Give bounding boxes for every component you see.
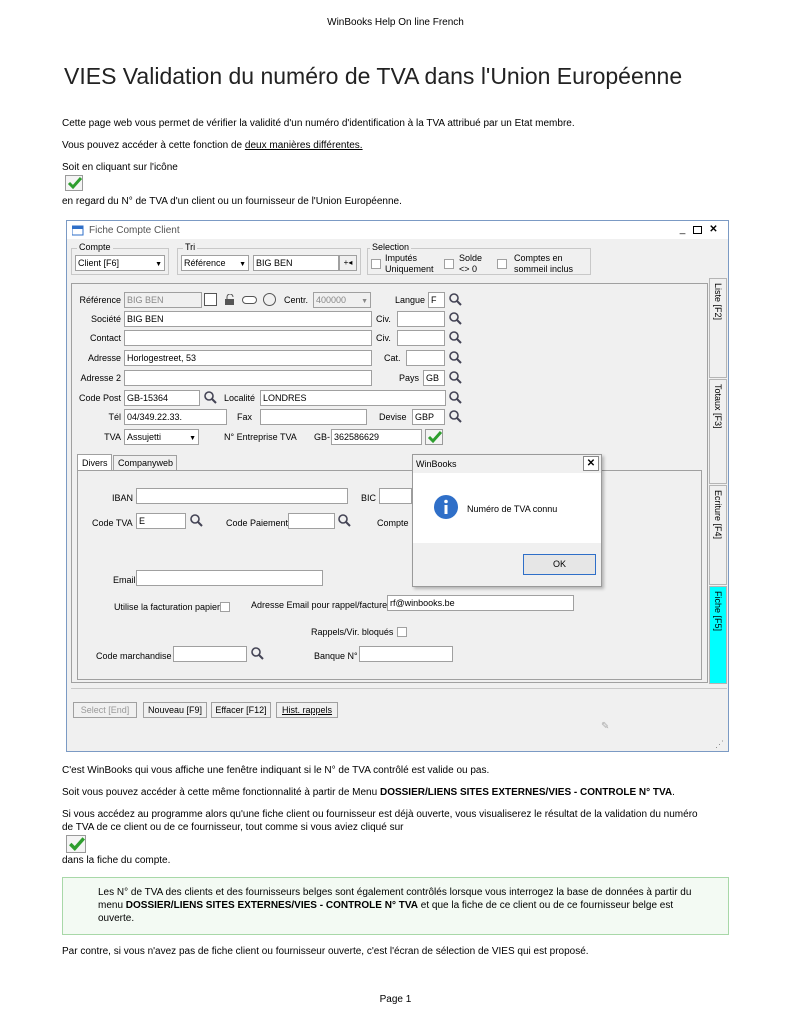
paragraph-7-line-1: Si vous accédez au programme alors qu'une fiche client ou fournisseur est déjà ouverte, vous visualiserez le résultat de la validation du numéro — [62, 809, 698, 820]
search-icon[interactable] — [448, 390, 462, 404]
compte-select[interactable]: Client [F6] ▼ — [75, 255, 165, 271]
bic-input[interactable] — [379, 488, 412, 504]
page-footer: Page 1 — [379, 994, 412, 1005]
intro-paragraph-4: en regard du N° de TVA d'un client ou un fournisseur de l'Union Européenne. — [62, 196, 402, 207]
civ-input[interactable] — [397, 311, 445, 327]
code-post-label: Code Post — [78, 393, 121, 403]
code-marchandise-label: Code marchandise — [96, 651, 172, 661]
close-icon[interactable]: ✕ — [709, 224, 718, 235]
cat-input[interactable] — [406, 350, 445, 366]
adresse-email-label: Adresse Email pour rappel/facture — [251, 600, 388, 610]
search-icon[interactable] — [448, 350, 462, 364]
maximize-icon[interactable] — [691, 224, 704, 237]
rappels-label: Rappels/Vir. bloqués — [311, 627, 394, 637]
adresse-email-input[interactable]: rf@winbooks.be — [387, 595, 574, 611]
adresse-label: Adresse — [87, 353, 121, 363]
info-icon — [433, 494, 459, 520]
fax-label: Fax — [237, 412, 253, 422]
button-bar-divider — [71, 688, 727, 689]
adresse-input[interactable]: Horlogestreet, 53 — [124, 350, 372, 366]
chevron-down-icon: ▼ — [189, 435, 196, 442]
uniquement-label: Uniquement — [385, 264, 434, 274]
email-input[interactable] — [136, 570, 323, 586]
banque-input[interactable] — [359, 646, 453, 662]
window-title: Fiche Compte Client — [89, 225, 180, 236]
search-icon[interactable] — [448, 370, 462, 384]
search-icon[interactable] — [448, 330, 462, 344]
minimize-icon[interactable]: _ — [679, 224, 686, 235]
tel-label: Tél — [108, 412, 121, 422]
note-line-1: Les N° de TVA des clients et des fournisseurs belges sont également contrôlés lorsque vous interrogez la base de données à partir du — [98, 887, 692, 898]
solde-label: Solde — [459, 253, 483, 263]
vat-number-input[interactable]: 362586629 — [331, 429, 422, 445]
facturation-papier-label: Utilise la facturation papier — [114, 602, 221, 612]
localite-label: Localité — [224, 393, 256, 403]
search-icon[interactable] — [448, 292, 462, 306]
code-tva-label: Code TVA — [92, 518, 133, 528]
intro-paragraph-3: Soit en cliquant sur l'icône — [62, 162, 178, 173]
selection-group-label: Selection — [372, 242, 410, 252]
tab-liste[interactable]: Liste [F2] — [709, 278, 727, 378]
tab-companyweb[interactable]: Companyweb — [113, 455, 177, 470]
dialog-message: Numéro de TVA connu — [467, 504, 558, 514]
hist-rappels-button[interactable]: Hist. rappels — [276, 702, 338, 718]
tri-group-label: Tri — [185, 242, 196, 252]
langue-input[interactable]: F — [428, 292, 445, 308]
langue-label: Langue — [395, 295, 426, 305]
window-titlebar — [67, 221, 728, 239]
solde-nonzero-label: <> 0 — [459, 264, 478, 274]
contact-civ-input[interactable] — [397, 330, 445, 346]
bic-label: BIC — [361, 493, 377, 503]
tab-divers[interactable]: Divers — [77, 454, 112, 471]
deux-manieres-link[interactable]: deux manières différentes. — [244, 140, 363, 151]
imputes-label: Imputés — [385, 253, 418, 263]
solde-checkbox[interactable] — [444, 259, 454, 269]
code-marchandise-input[interactable] — [173, 646, 247, 662]
devise-input[interactable]: GBP — [412, 409, 445, 425]
chevron-down-icon: ▼ — [361, 298, 368, 305]
compte-group-label: Compte — [79, 242, 111, 252]
facturation-papier-checkbox[interactable] — [220, 602, 230, 612]
edit-icon[interactable] — [204, 293, 217, 306]
tel-input[interactable]: 04/349.22.33. — [124, 409, 227, 425]
contact-label: Contact — [89, 333, 121, 343]
societe-label: Société — [90, 314, 121, 324]
pays-input[interactable]: GB — [423, 370, 445, 386]
code-post-input[interactable]: GB-15364 — [124, 390, 200, 406]
centr-label: Centr. — [284, 295, 309, 305]
rappels-checkbox[interactable] — [397, 627, 407, 637]
paragraph-9: Par contre, si vous n'avez pas de fiche client ou fournisseur ouverte, c'est l'écran de sélection de VIES qui est proposé. — [62, 946, 589, 957]
reference-label: Référence — [79, 295, 121, 305]
tri-select[interactable]: Référence ▼ — [181, 255, 249, 271]
search-icon[interactable] — [203, 390, 217, 404]
intro-paragraph-2: Vous pouvez accéder à cette fonction de deux manières différentes. — [62, 140, 363, 151]
n-entreprise-label: N° Entreprise TVA — [224, 432, 297, 442]
window-app-icon — [72, 225, 86, 236]
resize-grip-icon[interactable]: ⋰ — [715, 739, 724, 749]
banque-label: Banque N° — [314, 651, 358, 661]
vat-prefix: GB- — [314, 432, 331, 442]
centr-select[interactable]: 400000 ▼ — [313, 292, 371, 308]
globe-icon[interactable] — [263, 293, 276, 306]
tri-search-input[interactable]: BIG BEN — [253, 255, 339, 271]
civ-label: Civ. — [376, 314, 391, 324]
page-header: WinBooks Help On line French — [327, 17, 464, 28]
tab-fiche[interactable]: Fiche [F5] — [709, 586, 727, 684]
reference-input[interactable]: BIG BEN — [124, 292, 202, 308]
dialog-title: WinBooks — [416, 459, 457, 469]
paragraph-7-line-2: de TVA de ce client ou de ce fournisseur, tout comme si vous aviez cliqué sur — [62, 822, 404, 833]
winbooks-message-dialog — [412, 454, 602, 587]
contact-input[interactable] — [124, 330, 372, 346]
search-icon[interactable] — [337, 513, 351, 527]
search-icon[interactable] — [448, 311, 462, 325]
tva-label: TVA — [104, 432, 121, 442]
comptes-en-label: Comptes en — [514, 253, 563, 263]
effacer-button[interactable]: Effacer [F12] — [211, 702, 271, 718]
adresse2-input[interactable] — [124, 370, 372, 386]
toggle-icon[interactable] — [242, 296, 257, 304]
note-line-3: ouverte. — [98, 913, 135, 924]
paragraph-5: C'est WinBooks qui vous affiche une fenêtre indiquant si le N° de TVA contrôlé est valide ou pas. — [62, 765, 490, 776]
tva-select[interactable]: Assujetti ▼ — [124, 429, 199, 445]
code-paiement-input[interactable] — [288, 513, 335, 529]
vat-check-icon — [65, 175, 83, 191]
devise-label: Devise — [379, 412, 407, 422]
cat-label: Cat. — [384, 353, 401, 363]
paragraph-8: dans la fiche du compte. — [62, 855, 171, 866]
imputes-checkbox[interactable] — [371, 259, 381, 269]
localite-input[interactable]: LONDRES — [260, 390, 446, 406]
pencil-icon: ✎ — [601, 721, 610, 732]
tab-totaux[interactable]: Totaux [F3] — [709, 379, 727, 484]
civ-label: Civ. — [376, 333, 391, 343]
fiche-compte-client-window — [66, 220, 729, 752]
sommeil-inclus-label: sommeil inclus — [514, 264, 574, 274]
dialog-close-icon[interactable]: ✕ — [583, 456, 599, 471]
search-icon[interactable] — [250, 646, 264, 660]
info-note-box — [62, 877, 729, 935]
vat-check-icon — [66, 835, 86, 853]
ok-button[interactable]: OK — [523, 554, 596, 575]
note-line-2: menu DOSSIER/LIENS SITES EXTERNES/VIES - CONTROLE N° TVA et que la fiche de ce client ou de ce fournisseur belge est — [98, 900, 674, 911]
paragraph-6: Soit vous pouvez accéder à cette même fonctionnalité à partir de Menu DOSSIER/LIENS SITES EXTERNES/VIES - CONTROLE N° TVA. — [62, 787, 675, 798]
fax-input[interactable] — [260, 409, 367, 425]
code-tva-input[interactable]: E — [136, 513, 186, 529]
chevron-down-icon: ▼ — [239, 261, 246, 268]
sommeil-checkbox[interactable] — [497, 259, 507, 269]
chevron-down-icon: ▼ — [155, 261, 162, 268]
select-button[interactable]: Select [End] — [73, 702, 137, 718]
nouveau-button[interactable]: Nouveau [F9] — [143, 702, 207, 718]
page-title: VIES Validation du numéro de TVA dans l'Union Européenne — [64, 63, 683, 89]
tab-ecriture[interactable]: Ecriture [F4] — [709, 485, 727, 585]
societe-input[interactable]: BIG BEN — [124, 311, 372, 327]
tri-sort-button[interactable]: +◂ — [339, 255, 357, 271]
adresse2-label: Adresse 2 — [80, 373, 121, 383]
search-icon[interactable] — [189, 513, 203, 527]
search-icon[interactable] — [448, 409, 462, 423]
intro-paragraph-1: Cette page web vous permet de vérifier la validité d'un numéro d'identification à la TVA attribué par un Etat membre. — [62, 118, 575, 129]
pays-label: Pays — [399, 373, 420, 383]
compte-label: Compte — [377, 518, 409, 528]
vies-check-button-icon[interactable] — [425, 429, 443, 445]
email-label: Email — [113, 575, 136, 585]
code-paiement-label: Code Paiement — [226, 518, 289, 528]
iban-input[interactable] — [136, 488, 348, 504]
iban-label: IBAN — [112, 493, 134, 503]
lock-icon[interactable] — [224, 294, 236, 305]
